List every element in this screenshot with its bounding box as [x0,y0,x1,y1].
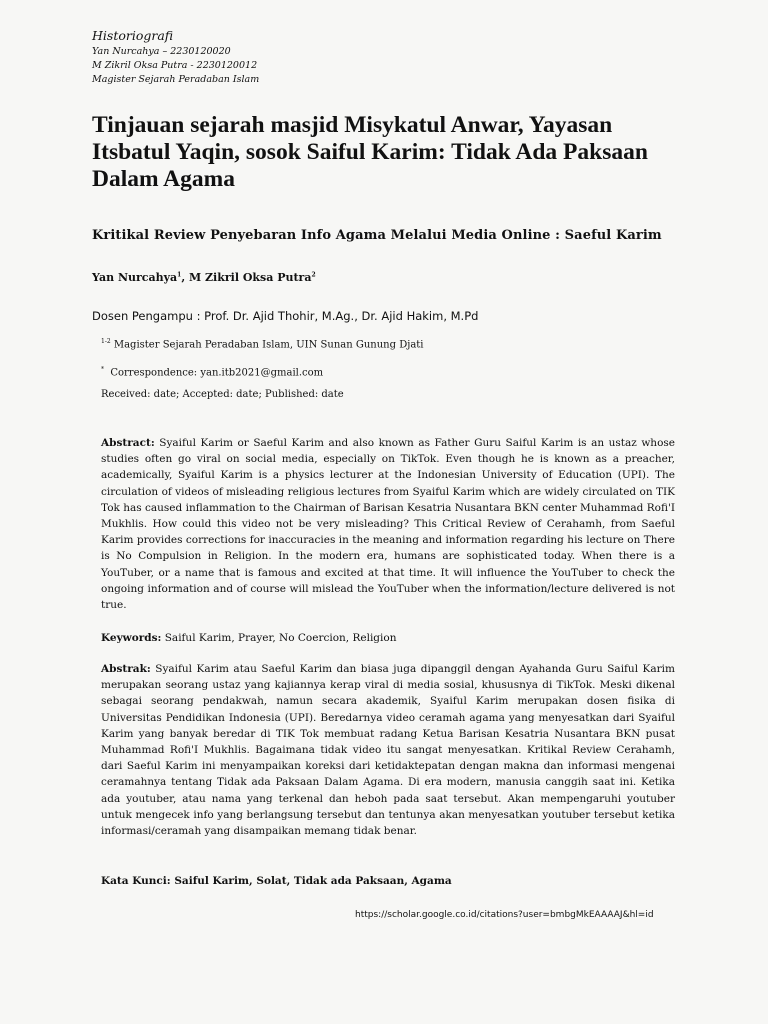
author-separator: , [181,271,190,284]
abstract-english [101,435,675,613]
keywords-indonesian [101,873,675,889]
correspondence-superscript: * [101,366,104,373]
article-dates: Received: date; Accepted: date; Published: date [101,389,344,400]
scholar-url[interactable]: https://scholar.google.co.id/citations?user=bmbgMkEAAAAJ&hl=id [355,910,654,920]
header-author-2: M Zikril Oksa Putra - 2230120012 [92,60,258,71]
author-name: Yan Nurcahya [92,271,178,284]
keywords-text: Saiful Karim, Prayer, No Coercion, Religion [164,632,397,644]
kata-kunci: Kata Kunci: Saiful Karim, Solat, Tidak ada Paksaan, Agama [101,875,452,887]
abstract-indonesian [101,661,675,839]
paper-subtitle: Kritikal Review Penyebaran Info Agama Melalui Media Online : Saeful Karim [92,228,662,243]
author-list [92,271,316,284]
correspondence [101,366,323,378]
abstrak-text: Syaiful Karim atau Saeful Karim dan biasa juga dipanggil dengan Ayahanda Guru Saiful Karim merupakan seorang ustaz yang kajiannya kerap viral di media sosial, khususnya di TikTok. Meski dikenal sebagai seorang pendakwah, namun secara akademik, Syaiful Karim merupakan dosen fisika di Universitas Pendidikan Indonesia (UPI). Beredarnya video ceramah agama yang menyesatkan dari Syaiful Karim yang banyak beredar di TIK Tok membuat radang Ketua Barisan Kesatria Nusantara BKN pusat Muhammad Rofi'I Mukhlis. Bagaimana tidak video itu sangat menyesatkan. Kritikal Review Cerahamh, dari Saeful Karim ini menyampaikan koreksi dari ketidaktepatan dengan makna dan informasi mengenai ceramahnya tentang Tidak ada Paksaan Dalam Agama. Di era modern, manusia canggih saat ini. Ketika ada youtuber, atau nama yang terkenal dan heboh pada saat tersebut. Akan mempengaruhi youtuber untuk mengecek info yang berlangsung tersebut dan tentunya akan menyesatkan youtuber tersebut ketika informasi/ceramah yang disampaikan memang tidak benar. [101,663,675,838]
author-superscript: 1 [177,271,182,279]
header-author-1: Yan Nurcahya – 2230120020 [92,46,231,57]
supervisor-line: Dosen Pengampu : Prof. Dr. Ajid Thohir, M.Ag., Dr. Ajid Hakim, M.Pd [92,309,479,323]
author-superscript: 2 [311,271,316,279]
affiliation-text: Magister Sejarah Peradaban Islam, UIN Sunan Gunung Djati [113,339,424,351]
keywords-english [101,630,675,646]
abstrak-label: Abstrak: [101,663,151,675]
abstract-text: Syaiful Karim or Saeful Karim and also known as Father Guru Saiful Karim is an ustaz whose studies often go viral on social media, especially on TikTok. Even though he is known as a preacher, academically, Syaiful Karim is a physics lecturer at the Indonesian University of Education (UPI). The circulation of videos of misleading religious lectures from Syaiful Karim which are widely circulated on TIK Tok has caused inflammation to the Chairman of Barisan Kesatria Nusantara BKN center Muhammad Rofi'I Mukhlis. How could this video not be very misleading? This Critical Review of Cerahamh, from Saeful Karim provides corrections for inaccuracies in the meaning and information regarding his lecture on There is No Compulsion in Religion. In the modern era, humans are sophisticated today. When there is a YouTuber, or a name that is famous and excited at that time. It will influence the YouTuber to check the ongoing information and of course will mislead the YouTuber when the information/lecture delivered is not true. [101,437,675,612]
affiliation-superscript: 1-2 [101,338,111,345]
author-name: M Zikril Oksa Putra [189,271,312,284]
journal-name: Historiografi [92,28,174,43]
correspondence-text: Correspondence: yan.itb2021@gmail.com [110,367,324,379]
paper-title: Tinjauan sejarah masjid Misykatul Anwar, Yayasan Itsbatul Yaqin, sosok Saiful Karim: Tidak Ada Paksaan Dalam Agama [92,112,648,192]
affiliation [101,338,424,350]
abstract-label: Abstract: [101,437,155,449]
header-program: Magister Sejarah Peradaban Islam [92,74,260,85]
keywords-label: Keywords: [101,632,162,644]
